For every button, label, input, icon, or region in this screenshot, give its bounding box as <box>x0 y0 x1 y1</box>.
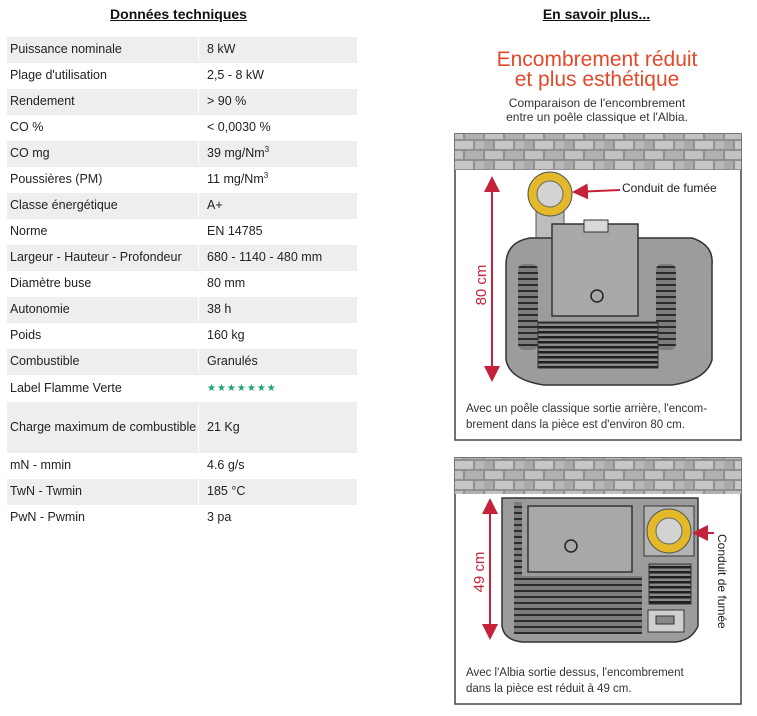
spec-label: Poids <box>10 328 42 342</box>
albia-caption-1: Avec l'Albia sortie dessus, l'encombrement <box>466 667 684 679</box>
promo-subtitle-1: Comparaison de l'encombrement <box>508 96 686 110</box>
spec-value-text: Granulés <box>207 354 258 368</box>
spec-label: Autonomie <box>7 297 199 323</box>
spec-label: Charge maximum de combustible <box>7 402 199 453</box>
spec-label: Classe énergétique <box>7 193 199 219</box>
spec-row <box>7 323 357 349</box>
promo-subtitle-2: entre un poêle classique et l'Albia. <box>506 110 688 124</box>
spec-value <box>199 219 358 245</box>
comparison-infographic <box>444 30 749 716</box>
learn-more-heading: En savoir plus... <box>542 6 651 22</box>
spec-row <box>7 375 357 402</box>
spec-label: CO % <box>10 120 44 134</box>
spec-row <box>7 245 357 271</box>
albia-caption-2: dans la pièce est réduit à 49 cm. <box>466 683 632 695</box>
spec-value-text: 11 mg/Nm <box>207 172 264 186</box>
spec-value-text: 680 - 1140 - 480 mm <box>207 250 323 264</box>
flamme-verte-stars: ★★★★★★★ <box>207 383 277 394</box>
spec-value <box>199 167 358 193</box>
spec-value <box>199 115 358 141</box>
classic-caption-1: Avec un poêle classique sortie arrière, l'encom- <box>466 403 708 415</box>
spec-row <box>7 37 357 63</box>
spec-value <box>199 505 358 531</box>
spec-value-text: 8 kW <box>207 42 236 56</box>
spec-value-superscript: 3 <box>263 170 269 180</box>
spec-value-text: A+ <box>207 198 223 212</box>
classic-stove-panel <box>455 134 741 440</box>
classic-flue-label: Conduit de fumée <box>622 181 717 195</box>
spec-value-superscript: 3 <box>264 144 270 154</box>
spec-value <box>199 89 358 115</box>
brick-wall <box>455 458 741 494</box>
promo-title-2: et plus esthétique <box>514 68 680 91</box>
spec-row <box>7 297 357 323</box>
spec-value <box>199 375 358 402</box>
spec-value-text: < 0,0030 % <box>207 120 271 134</box>
spec-row <box>7 219 357 245</box>
spec-value <box>199 349 358 375</box>
spec-row <box>7 63 357 89</box>
spec-row <box>7 89 357 115</box>
spec-value-text: 160 kg <box>207 328 245 342</box>
spec-value <box>199 479 358 505</box>
spec-row <box>7 479 357 505</box>
spec-row <box>7 453 357 479</box>
spec-row <box>7 141 357 167</box>
specs-heading: Données techniques <box>110 6 247 22</box>
spec-label: CO mg <box>7 141 199 167</box>
spec-label: Rendement <box>7 89 199 115</box>
spec-value-text: 4.6 g/s <box>207 458 245 472</box>
spec-label: TwN - Twmin <box>7 479 199 505</box>
spec-value-text: EN 14785 <box>207 224 263 238</box>
spec-value <box>199 141 358 167</box>
spec-value <box>199 245 358 271</box>
spec-value-text: 21 Kg <box>207 419 240 434</box>
spec-value <box>199 193 358 219</box>
spec-label: Largeur - Hauteur - Profondeur <box>7 245 199 271</box>
spec-value-text: 38 h <box>207 302 232 316</box>
albia-dimension: 49 cm <box>471 551 488 593</box>
spec-value-text: 80 mm <box>207 276 246 290</box>
spec-label: Puissance nominale <box>7 37 199 63</box>
spec-label: Combustible <box>7 349 199 375</box>
spec-value-text: 2,5 - 8 kW <box>207 68 264 82</box>
spec-row <box>7 402 357 453</box>
spec-label: Label Flamme Verte <box>10 380 122 395</box>
spec-row <box>7 193 357 219</box>
spec-row <box>7 505 357 531</box>
spec-row <box>7 115 357 141</box>
brick-wall <box>455 134 741 170</box>
spec-label: Poussières (PM) <box>10 172 103 186</box>
spec-label: mN - mmin <box>10 458 72 472</box>
albia-flue-label: Conduit de fumée <box>715 534 729 629</box>
spec-label: Diamètre buse <box>10 276 92 290</box>
spec-value <box>199 271 358 297</box>
spec-value-text: > 90 % <box>207 94 247 108</box>
spec-label: PwN - Pwmin <box>10 510 86 524</box>
classic-caption-2: brement dans la pièce est d'environ 80 cm. <box>466 419 685 431</box>
specs-table <box>7 37 357 531</box>
albia-stove-panel <box>455 458 741 704</box>
classic-dimension: 80 cm <box>473 264 490 306</box>
spec-value-text: 185 °C <box>207 484 246 498</box>
spec-value <box>199 402 358 453</box>
spec-value-text: 39 mg/Nm <box>207 146 265 160</box>
spec-value-text: 3 pa <box>207 510 232 524</box>
spec-value <box>199 63 358 89</box>
spec-value <box>199 297 358 323</box>
spec-value <box>199 453 358 479</box>
spec-row <box>7 167 357 193</box>
promo-title-1: Encombrement réduit <box>496 48 698 71</box>
spec-label: Norme <box>10 224 48 238</box>
spec-label: Plage d'utilisation <box>10 68 107 82</box>
spec-value <box>199 37 358 63</box>
spec-value <box>199 323 358 349</box>
spec-row <box>7 349 357 375</box>
spec-row <box>7 271 357 297</box>
